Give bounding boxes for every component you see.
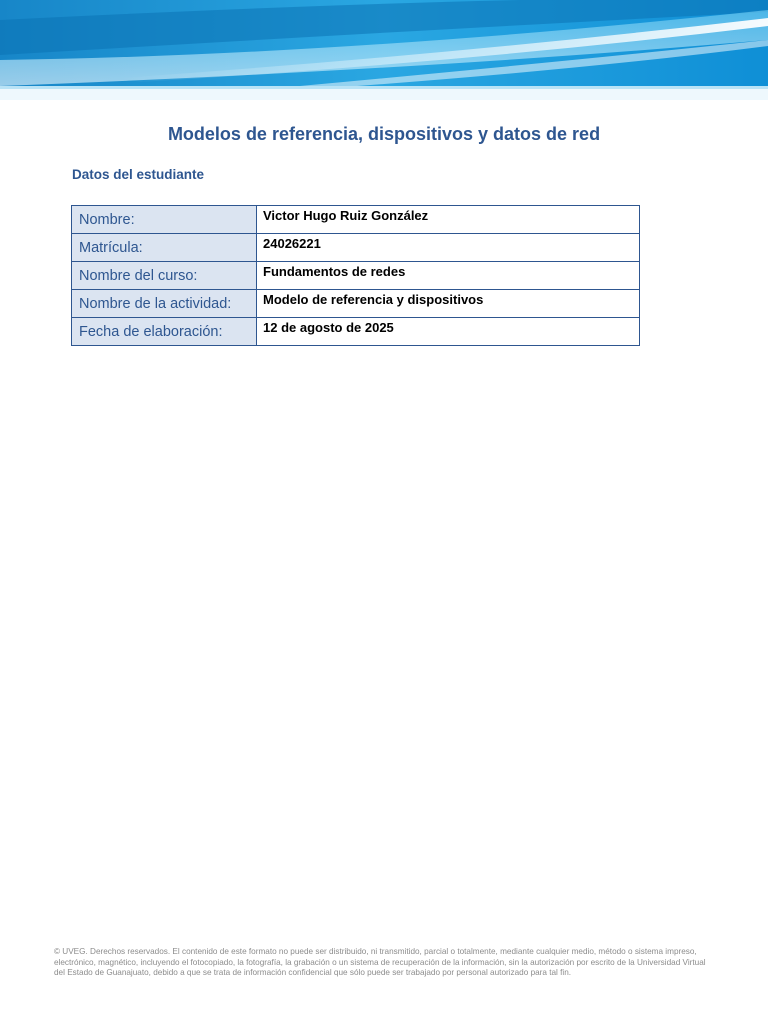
row-label: Fecha de elaboración: — [72, 318, 257, 346]
row-value: Victor Hugo Ruiz González — [257, 206, 640, 234]
table-row — [72, 318, 640, 346]
row-label: Matrícula: — [72, 234, 257, 262]
row-value: Modelo de referencia y dispositivos — [257, 290, 640, 318]
table-row — [72, 234, 640, 262]
row-value: 24026221 — [257, 234, 640, 262]
row-label: Nombre: — [72, 206, 257, 234]
row-label: Nombre del curso: — [72, 262, 257, 290]
row-value: 12 de agosto de 2025 — [257, 318, 640, 346]
table-row — [72, 206, 640, 234]
document-title: Modelos de referencia, dispositivos y datos de red — [167, 124, 601, 144]
section-heading: Datos del estudiante — [72, 167, 205, 182]
table-row — [72, 262, 640, 290]
copyright-footer: © UVEG. Derechos reservados. El contenido de este formato no puede ser distribuido, ni transmitido, parcial o totalmente, mediante cualquier medio, método o sistema impreso, electrónico, magnético, incluyendo el fotocopiado, la fotografía, la grabación o un sistema de recuperación de la información, sin la autorización por escrito de la Universidad Virtual del Estado de Guanajuato, debido a que se trata de información confidencial que sólo puede ser trabajado por personal autorizado para tal fin. — [54, 947, 706, 977]
student-info-table — [71, 205, 640, 346]
row-label: Nombre de la actividad: — [72, 290, 257, 318]
header-banner — [0, 0, 768, 100]
table-row — [72, 290, 640, 318]
row-value: Fundamentos de redes — [257, 262, 640, 290]
